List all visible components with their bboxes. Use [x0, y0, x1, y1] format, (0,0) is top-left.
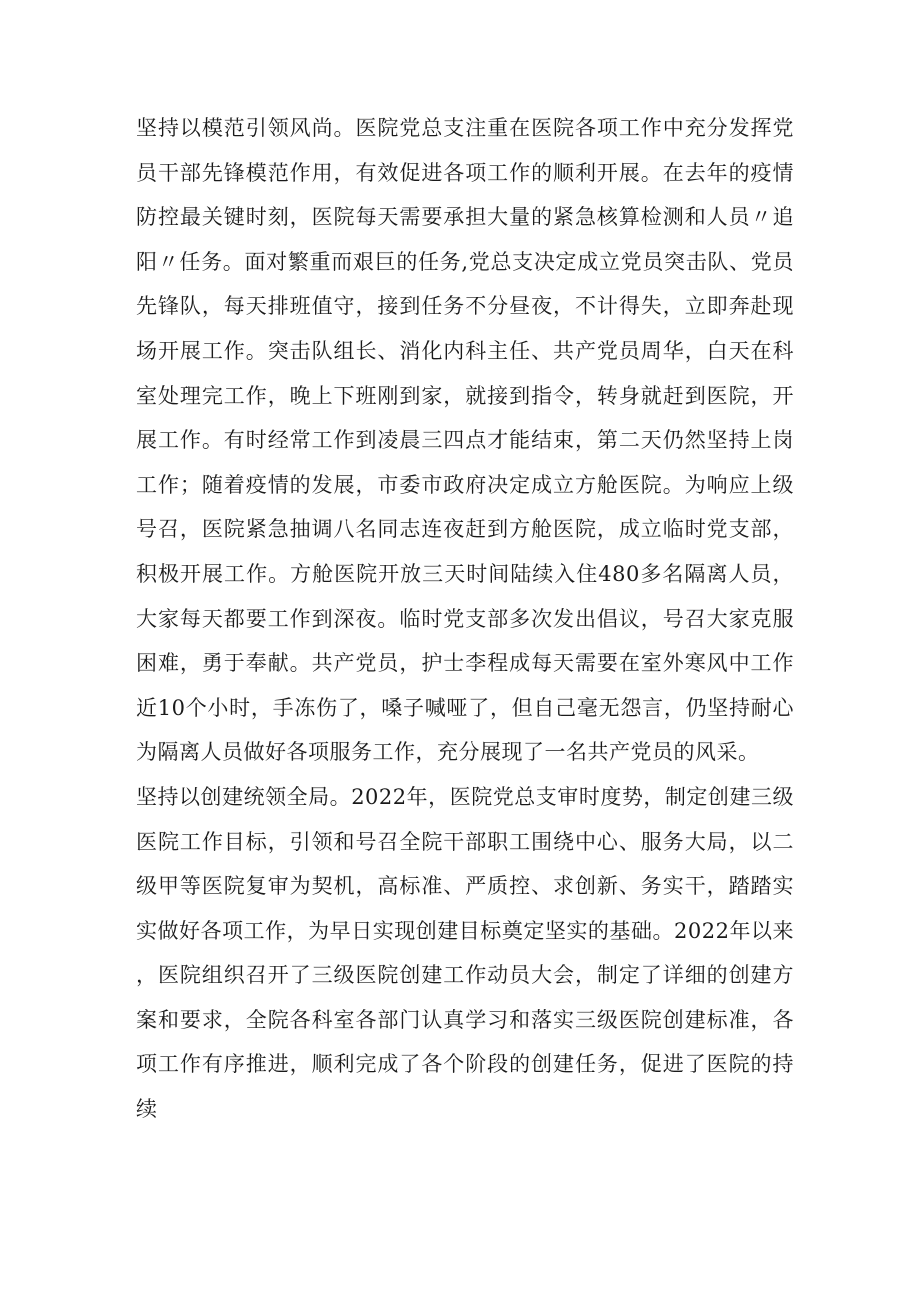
document-body — [136, 106, 794, 1132]
paragraph-creation-leadership: 坚持以创建统领全局。2022年，医院党总支审时度势，制定创建三级医院工作目标，引领和号召全院干部职工围绕中心、服务大局，以二级甲等医院复审为契机，高标准、严质控、求创新、务实干，踏踏实实做好各项工作，为早日实现创建目标奠定坚实的基础。2022年以来，医院组织召开了三级医院创建工作动员大会，制定了详细的创建方案和要求，全院各科室各部门认真学习和落实三级医院创建标准，各项工作有序推进，顺利完成了各个阶段的创建任务，促进了医院的持续 — [136, 784, 794, 1122]
paragraph-model-leadership: 坚持以模范引领风尚。医院党总支注重在医院各项工作中充分发挥党员干部先锋模范作用，有效促进各项工作的顺利开展。在去年的疫情防控最关键时刻，医院每天需要承担大量的紧急核算检测和人员〃追阳〃任务。面对繁重而艰巨的任务,党总支决定成立党员突击队、党员先锋队，每天排班值守，接到任务不分昼夜，不计得失，立即奔赴现场开展工作。突击队组长、消化内科主任、共产党员周华，白天在科室处理完工作，晚上下班刚到家，就接到指令，转身就赶到医院，开展工作。有时经常工作到凌晨三四点才能结束，第二天仍然坚持上岗工作；随着疫情的发展，市委市政府决定成立方舱医院。为响应上级号召，医院紧急抽调八名同志连夜赶到方舱医院，成立临时党支部，积极开展工作。方舱医院开放三天时间陆续入住480多名隔离人员，大家每天都要工作到深夜。临时党支部多次发出倡议，号召大家克服困难，勇于奉献。共产党员，护士李程成每天需要在室外寒风中工作近10个小时，手冻伤了，嗓子喊哑了，但自己毫无怨言，仍坚持耐心为隔离人员做好各项服务工作，充分展现了一名共产党员的风采。 — [136, 116, 794, 765]
